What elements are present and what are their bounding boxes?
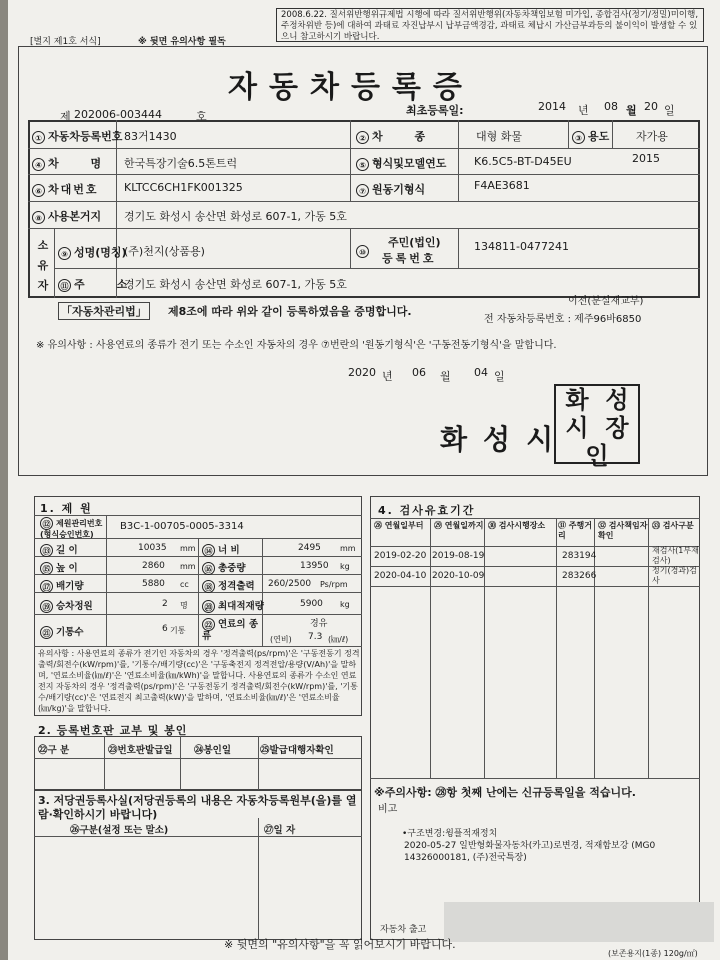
table-row: 2020-04-10 [374,571,427,581]
label-vin: ⑥ 차대번호 [32,181,99,197]
issue-day: 04 [474,366,488,379]
fuel-type: 경유 [310,619,328,629]
insp-header-km: ㉛ 주행거리 [558,521,592,540]
first-reg-year: 2014 [538,100,566,113]
approval-number: B3C-1-00705-0005-3314 [120,521,244,532]
cylinders: 6 [162,624,168,634]
redacted-area [444,902,714,942]
spec-note: 유의사항 : 사용연료의 종류가 전기인 자동차의 경우 '정격출력(ps/rpm)'은 '구동전동기 정격 출력/회전수(kW/rpm)'를, '기통수/배기량(cc)'은 '구동축전지 정격전압/용량(V/Ah)'을 말하며, '연료소비율(㎞/ℓ)'은 '연료소비율(㎞/kWh)'을 말합니다. 사용연료의 종류가 수소인 연료전지 자동차의 경우 '정격출력(ps/rpm)'은 '구동전동기 정격출력/회전수(kW/rpm)'를, '기통수/배기량(cc)'은 '연료전지 최고출력(kW)'을 말하며, '연료소비율(㎞/ℓ)'은 '연료소비율(㎞/kg)'을 말합니다. [38,649,360,713]
label-corp-no: ⑩ [356,244,372,258]
displacement: 5880 [142,579,165,589]
caution-text: ※ 유의사항 : 사용연료의 종류가 전기 또는 수소인 자동차의 경우 ⑦번란의 '원동기형식'은 '구동전동기형식'을 말합니다. [36,340,557,351]
remarks-line-3: 14326000181, (주)전국특장) [404,853,527,863]
certification-text: 제8조에 따라 위와 같이 등록하였음을 증명합니다. [168,305,412,318]
issue-year: 2020 [348,366,376,379]
official-seal-stamp: 화 성 시 장 인 [554,384,640,464]
max-load: 5900 [300,599,323,609]
issuer-name: 화성시 [440,423,570,456]
insp-header-officer: ㉜ 검사책임자확인 [598,521,648,540]
remarks-label: 비고 [378,804,398,815]
paper-spec: (보존용지(1종) 120g/㎡) [608,949,698,958]
notice-top: ※ 뒷면 유의사항 필독 [138,37,226,47]
inspection-title: 4. 검사유효기간 [378,504,476,517]
model-year: 2015 [632,152,660,165]
label-plate-no: ① 자동차등록번호 [32,128,122,144]
previous-plate: 전 자동차등록번호 : 제주96바6850 [484,314,642,325]
owner-name: (주)천지(상품용) [124,245,205,258]
label-model: ⑤ 형식및모델연도 [356,155,446,171]
corp-number: 134811-0477241 [474,240,569,253]
fuel-efficiency: 7.3 [308,632,323,642]
inspection-table [370,496,700,940]
insp-header-place: ㉚ 검사시행장소 [488,521,546,530]
first-registration-label: 최초등록일: [406,104,464,117]
rated-power: 260/2500 [268,579,312,589]
vehicle-type: 대형 화물 [476,130,523,143]
width: 2495 [298,543,321,553]
vin: KLTCC6CH1FK001325 [124,181,243,194]
label-engine: ⑦ 원동기형식 [356,181,425,197]
inspection-note: ※주의사항: ㉘항 첫째 난에는 신규등록일을 적습니다. [374,786,636,799]
page-title: 자동차등록증 [228,70,474,105]
footer-note: ※ 뒷면의 "유의사항"을 꼭 읽어보시기 바랍니다. [224,938,456,951]
usage: 자가용 [636,130,668,143]
label-vehicle-type: ② 차 종 [356,128,439,144]
label-base-location: ⑧ 사용본거지 [32,208,101,224]
footer-stamp: 자동차 출고 [380,925,427,935]
registration-certificate: [별지 제1호 서식] ※ 뒷면 유의사항 필독 2008.6.22. 질서위반행위규제법 시행에 따라 질서위반행위(자동차책임보험 미가입, 종합검사(정기/정밀)미이행, 주정차위반 등)에 대하여 과태료 자진납부시 납부금액경감, 과태료 체납시 가산금부과등의 불이익이 발생할 수 있으니 참고하시기 바랍니다. 자동차등록증 제 202006-003444 호 최초등록일: 2014 년 08 월 20 일 ① 자동차등록번호 83거1430 ② 차 종 대형 화물 ③ 용도 자가용 ④ 차 명 한국특장기술6.5톤트럭 ⑤ 형식및모델연도 K6.5C5-BT-D45EU 2015 ⑥ 차대번호 KLTCC6CH1FK001325 ⑦ 원동기형식 F4AE3681 ⑧ 사용본거지 경기도 화성시 송산면 화성로 607-1, 가동 5호 소유자 ⑨ 성명(명칭) (주)천지(상품용) ⑩ 주민(법인) 등록번호 134811-0477241 ⑪ 주 소 경기도 화성시 송산면 화성로 607-1, 가동 5호 「자동차관리법」 제8조에 따라 위와 같이 등록하였음을 증명합니다. 이전(분실재교부) 전 자동차등록번호 : 제주96바6850 ※ 유의사항 : 사용연료의 종류가 전기 또는 수소인 자동차의 경우 ⑦번란의 '원동기형식'은 '구동전동기형식'을 말합니다. 2020 년 06 월 04 일 화성시 화 성 시 장 인 1. 제 원 ⑫ 제원관리번호(형식승인번호) B3C-1-00705-0005-3314 ⑬ 길 이 10035 mm ⑭ 너 비 2495 mm ⑮ 높 이 2860 mm ⑯ 총중량 13950 kg ⑰ 배기량 5880 cc ⑱ 정격출력 260/2500 Ps/rpm ⑲ 승차정원 2 명 ⑳ 최대적재량 5900 kg ㉑ 기통수 6 기통 ㉒ 연료의 종류 경유 (연비) 7.3 (㎞/ℓ) 유의사항 : 사용연료의 종류가 전기인 자동차의 경우 '정격출력(ps/rpm)'은 '구동전동기 정격 출력/회전수(kW/rpm)'를, '기통수/배기량(cc)'은 '구동축전지 정격전압/용량(V/Ah)'을 말하며, '연료소비율(㎞/ℓ)'은 '연료소비율(㎞/kWh)'을 말합니다. 사용연료의 종류가 수소인 연료전지 자동차의 경우 '정격출력(ps/rpm)'은 '구동전동기 정격출력/회전수(kW/rpm)'를, '기통수/배기량(cc)'은 '연료전지 최고출력(kW)'을 말하며, '연료소비율(㎞/ℓ)'은 '연료소비율(㎞/kg)'을 말합니다. 2. 등록번호판 교부 및 봉인 ㉒구 분 ㉓번호판발급일 ㉔봉인일 ㉕발급대행자확인 3. 저당권등록사실(저당권등록의 내용은 자동차등록원부(을)를 열람·확인하시기 바랍니다) ㉖구분(설정 또는 말소) ㉗일 자 4. 검사유효기간 ㉘ 연월일부터 ㉙ 연월일까지 ㉚ 검사시행장소 ㉛ 주행거리 ㉜ 검사책임자확인 ㉝ 검사구분 2019-02-20 2019-08-19 283194 재검사(1부재검사) 2020-04-10 2020-10-09 283266 정기(경과)검사 ※주의사항: ㉘항 첫째 난에는 신규등록일을 적습니다. 비고 •구조변경:윙플적재정치 2020-05-27 일반형화물자동차(카고)로변경, 적재함보강 (MG0 14326000181, (주)전국특장) 자동차 출고 ※ 뒷면의 "유의사항"을 꼭 읽어보시기 바랍니다. (보존용지(1종) 120g/㎡) [8,0,720,960]
topbox-notice: 2008.6.22. 질서위반행위규제법 시행에 따라 질서위반행위(자동차책임보험 미가입, 종합검사(정기/정밀)미이행, 주정차위반 등)에 대하여 과태료 자진납부시 납부금액경감, 과태료 체납시 가산금부과등의 불이익이 발생할 수 있으니 참고하시기 바랍니다. [276,8,704,42]
table-row: 2019-02-20 [374,551,427,561]
first-reg-month: 08 [604,100,618,113]
owner-side-label: 소유자 [37,239,49,292]
label-owner-name: ⑨ 성명(명칭) [58,244,127,260]
car-name: 한국특장기술6.5톤트럭 [124,157,238,170]
label-approval: ⑫ 제원관리번호(형식승인번호) [40,519,103,539]
base-location: 경기도 화성시 송산면 화성로 607-1, 가동 5호 [124,210,347,223]
registration-number: 202006-003444 [74,108,162,121]
model: K6.5C5-BT-D45EU [474,155,572,168]
label-usage: ③ 용도 [572,128,609,144]
plate-number: 83거1430 [124,130,177,143]
spec-title: 1. 제 원 [40,502,93,515]
gross-weight: 13950 [300,561,329,571]
mortgage-title: 3. 저당권등록사실(저당권등록의 내용은 자동차등록원부(을)를 열람·확인하시기 바랍니다) [38,794,357,821]
seating-capacity: 2 [162,599,168,609]
label-fuel: ㉒ 연료의 종류 [202,619,259,642]
insp-header-from: ㉘ 연월일부터 [374,521,424,530]
law-reference: 「자동차관리법」 [58,302,150,320]
form-number: [별지 제1호 서식] [30,37,101,47]
engine-type: F4AE3681 [474,179,530,192]
remarks-line-1: •구조변경:윙플적재정치 [402,829,498,839]
previous-info: 이전(분실재교부) [568,296,644,307]
plate-section-title: 2. 등록번호판 교부 및 봉인 [38,724,188,737]
label-car-name: ④ 차 명 [32,155,115,171]
length: 10035 [138,543,167,553]
first-reg-day: 20 [644,100,658,113]
insp-header-type: ㉝ 검사구분 [652,521,694,530]
insp-header-to: ㉙ 연월일까지 [434,521,484,530]
height: 2860 [142,561,165,571]
owner-address: 경기도 화성시 송산면 화성로 607-1, 가동 5호 [124,278,347,291]
label-owner-address: ⑪ 주 소 [58,276,141,292]
issue-month: 06 [412,366,426,379]
remarks-line-2: 2020-05-27 일반형화물자동차(카고)로변경, 적재함보강 (MG0 [404,841,656,851]
